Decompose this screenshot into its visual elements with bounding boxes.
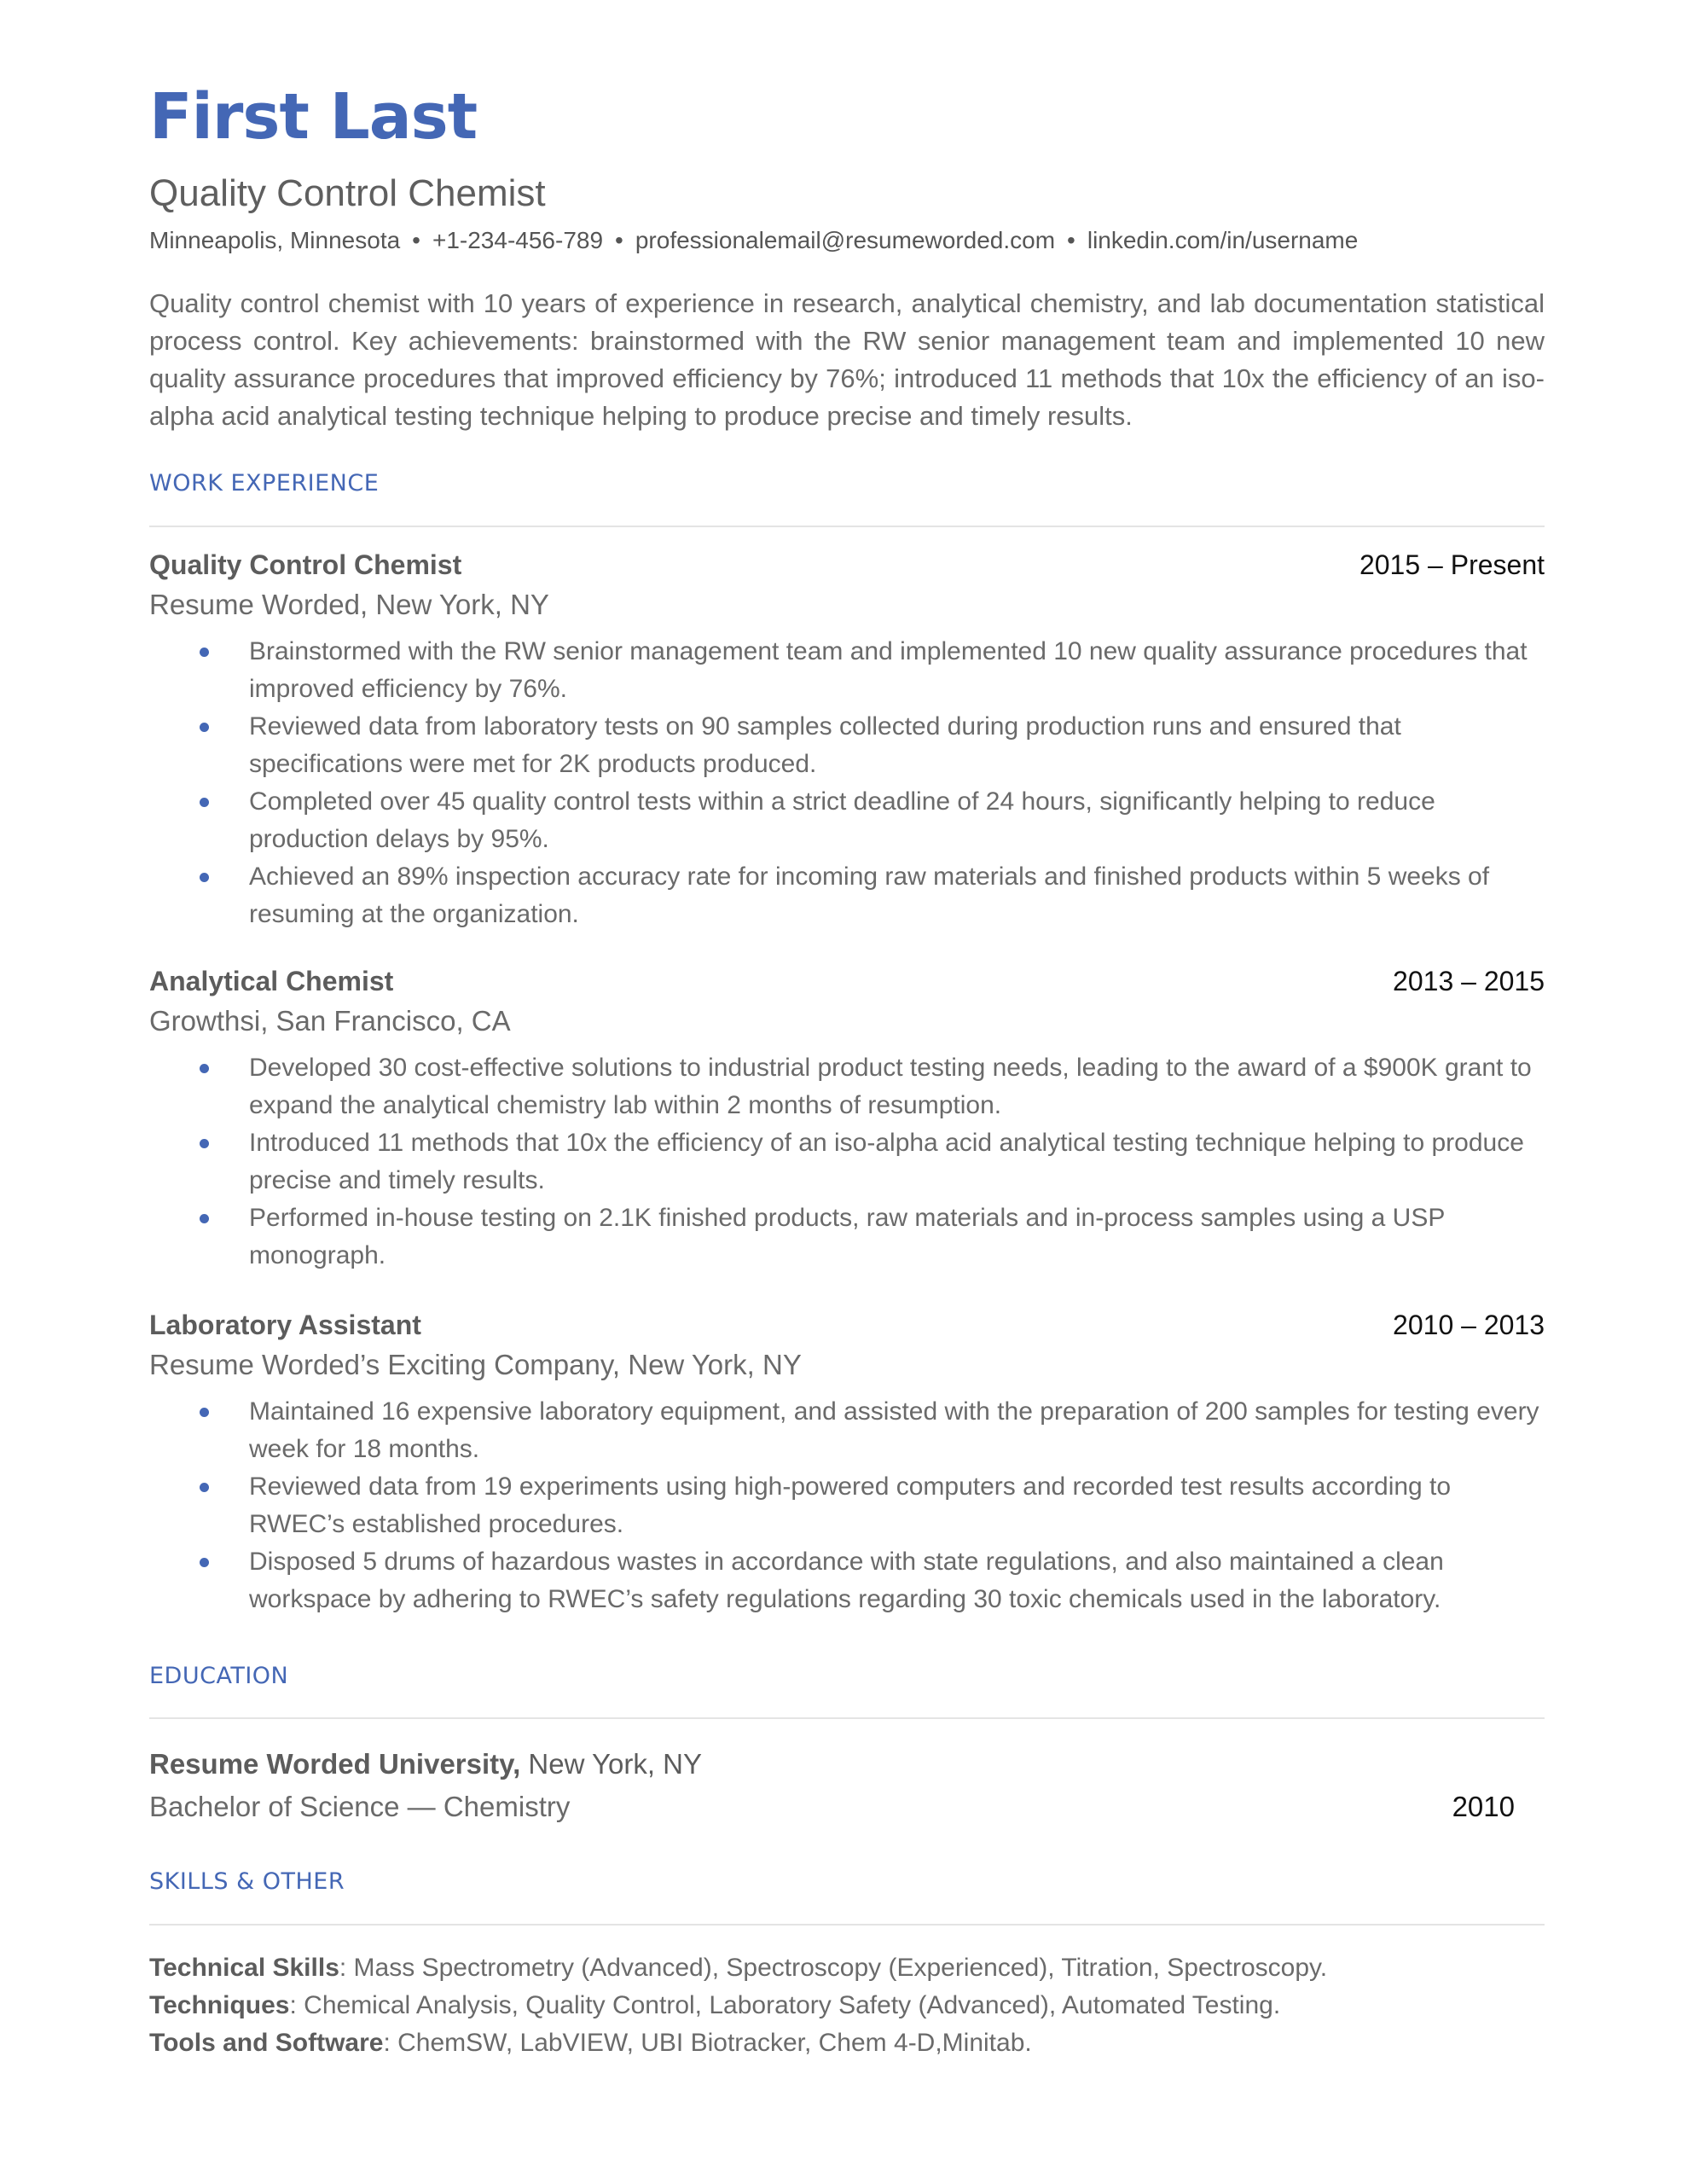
skill-value: : Mass Spectrometry (Advanced), Spectroscopy (Experienced), Titration, Spectroscopy. [339, 1954, 1328, 1982]
bullet-text: Disposed 5 drums of hazardous wastes in accordance with state regulations, and also maintained a clean workspace by adhering to RWEC’s safety regulations regarding 30 toxic chemicals used in the laboratory. [249, 1548, 1444, 1613]
bullet-item [249, 1124, 1545, 1199]
separator-dot: • [1067, 227, 1075, 253]
skill-label: Tools and Software [149, 2029, 384, 2057]
section-divider [149, 526, 1545, 527]
bullet-text: Brainstormed with the RW senior management team and implemented 10 new quality assurance procedures that improved efficiency by 76%. [249, 637, 1528, 703]
section-heading-skills: SKILLS & OTHER [149, 1868, 345, 1895]
bullet-dot-icon [200, 1064, 209, 1073]
job-entry [149, 546, 1545, 933]
bullet-text: Introduced 11 methods that 10x the efficiency of an iso-alpha acid analytical testing technique helping to produce precise and timely results. [249, 1129, 1524, 1194]
education-location: New York, NY [528, 1748, 703, 1780]
contact-line [149, 229, 1358, 253]
bullet-text: Completed over 45 quality control tests within a strict deadline of 24 hours, significantly helping to reduce production delays by 95%. [249, 787, 1435, 853]
job-bullets [149, 1393, 1545, 1618]
bullet-item [249, 1393, 1545, 1468]
education-degree-line [149, 1786, 1545, 1828]
skill-label: Technical Skills [149, 1954, 339, 1982]
bullet-dot-icon [200, 1214, 209, 1223]
skill-value: : Chemical Analysis, Quality Control, Laboratory Safety (Advanced), Automated Testing. [289, 1991, 1281, 2019]
section-heading-work-experience: WORK EXPERIENCE [149, 470, 380, 497]
skill-row-tools [149, 2024, 1545, 2062]
bullet-item [249, 1049, 1545, 1124]
job-bullets [149, 633, 1545, 933]
bullet-item [249, 783, 1545, 858]
separator-dot: • [412, 227, 420, 253]
bullet-dot-icon [200, 873, 209, 882]
job-title: Quality Control Chemist [149, 549, 462, 580]
summary-paragraph: Quality control chemist with 10 years of experience in research, analytical chemistry, and lab documentation statistical process control. Key achievements: brainstormed with the RW senior management team and implemented 10 new quality assurance procedures that improved efficiency by 76%; introduced 11 methods that 10x the efficiency of an iso-alpha acid analytical testing technique helping to produce precise and timely results. [149, 288, 1545, 431]
job-bullets [149, 1049, 1545, 1275]
contact-phone[interactable]: +1-234-456-789 [432, 227, 604, 253]
bullet-dot-icon [200, 1483, 209, 1492]
job-title: Analytical Chemist [149, 966, 394, 996]
job-dates: 2013 – 2015 [1393, 966, 1545, 996]
bullet-item [249, 1199, 1545, 1275]
skill-label: Techniques [149, 1991, 290, 2019]
bullet-dot-icon [200, 723, 209, 732]
job-title: Laboratory Assistant [149, 1310, 421, 1340]
bullet-text: Maintained 16 expensive laboratory equipment, and assisted with the preparation of 200 samples for testing every week for 18 months. [249, 1397, 1539, 1463]
bullet-text: Performed in-house testing on 2.1K finished products, raw materials and in-process samples using a USP monograph. [249, 1204, 1445, 1269]
job-entry [149, 962, 1545, 1275]
contact-linkedin[interactable]: linkedin.com/in/username [1087, 227, 1359, 253]
bullet-dot-icon [200, 648, 209, 657]
candidate-title: Quality Control Chemist [149, 172, 546, 214]
job-company: Growthsi, San Francisco, CA [149, 1005, 511, 1037]
bullet-text: Developed 30 cost-effective solutions to industrial product testing needs, leading to the award of a $900K grant to expand the analytical chemistry lab within 2 months of resumption. [249, 1054, 1532, 1119]
bullet-dot-icon [200, 1139, 209, 1148]
skills-list [149, 1949, 1545, 2062]
bullet-text: Reviewed data from 19 experiments using high-powered computers and recorded test results according to RWEC’s established procedures. [249, 1472, 1452, 1538]
skill-row-techniques [149, 1987, 1545, 2024]
education-year: 2010 [1452, 1791, 1515, 1822]
bullet-text: Reviewed data from laboratory tests on 90 samples collected during production runs and ensured that specifications were met for 2K products produced. [249, 712, 1401, 778]
bullet-dot-icon [200, 1408, 209, 1417]
bullet-item [249, 858, 1545, 933]
bullet-dot-icon [200, 798, 209, 807]
education-entry [149, 1743, 1545, 1828]
candidate-name: First Last [149, 80, 478, 154]
contact-location: Minneapolis, Minnesota [149, 227, 401, 253]
bullet-text: Achieved an 89% inspection accuracy rate for incoming raw materials and finished products within 5 weeks of resuming at the organization. [249, 863, 1490, 928]
section-heading-education: EDUCATION [149, 1663, 289, 1689]
skill-value: : ChemSW, LabVIEW, UBI Biotracker, Chem 4-D,Minitab. [383, 2029, 1032, 2057]
job-dates: 2015 – Present [1359, 549, 1545, 580]
bullet-item [249, 1468, 1545, 1543]
job-company: Resume Worded, New York, NY [149, 589, 549, 620]
bullet-item [249, 708, 1545, 783]
bullet-item [249, 1543, 1545, 1618]
skill-row-technical [149, 1949, 1545, 1987]
separator-dot: • [615, 227, 623, 253]
contact-email[interactable]: professionalemail@resumeworded.com [635, 227, 1056, 253]
education-degree: Bachelor of Science — Chemistry [149, 1791, 571, 1822]
job-company: Resume Worded’s Exciting Company, New York, NY [149, 1349, 802, 1380]
job-dates: 2010 – 2013 [1393, 1310, 1545, 1340]
bullet-item [249, 633, 1545, 708]
job-entry [149, 1306, 1545, 1618]
education-school-line [149, 1743, 1545, 1786]
bullet-dot-icon [200, 1558, 209, 1567]
section-divider [149, 1924, 1545, 1926]
section-divider [149, 1717, 1545, 1719]
education-school: Resume Worded University, [149, 1748, 521, 1780]
